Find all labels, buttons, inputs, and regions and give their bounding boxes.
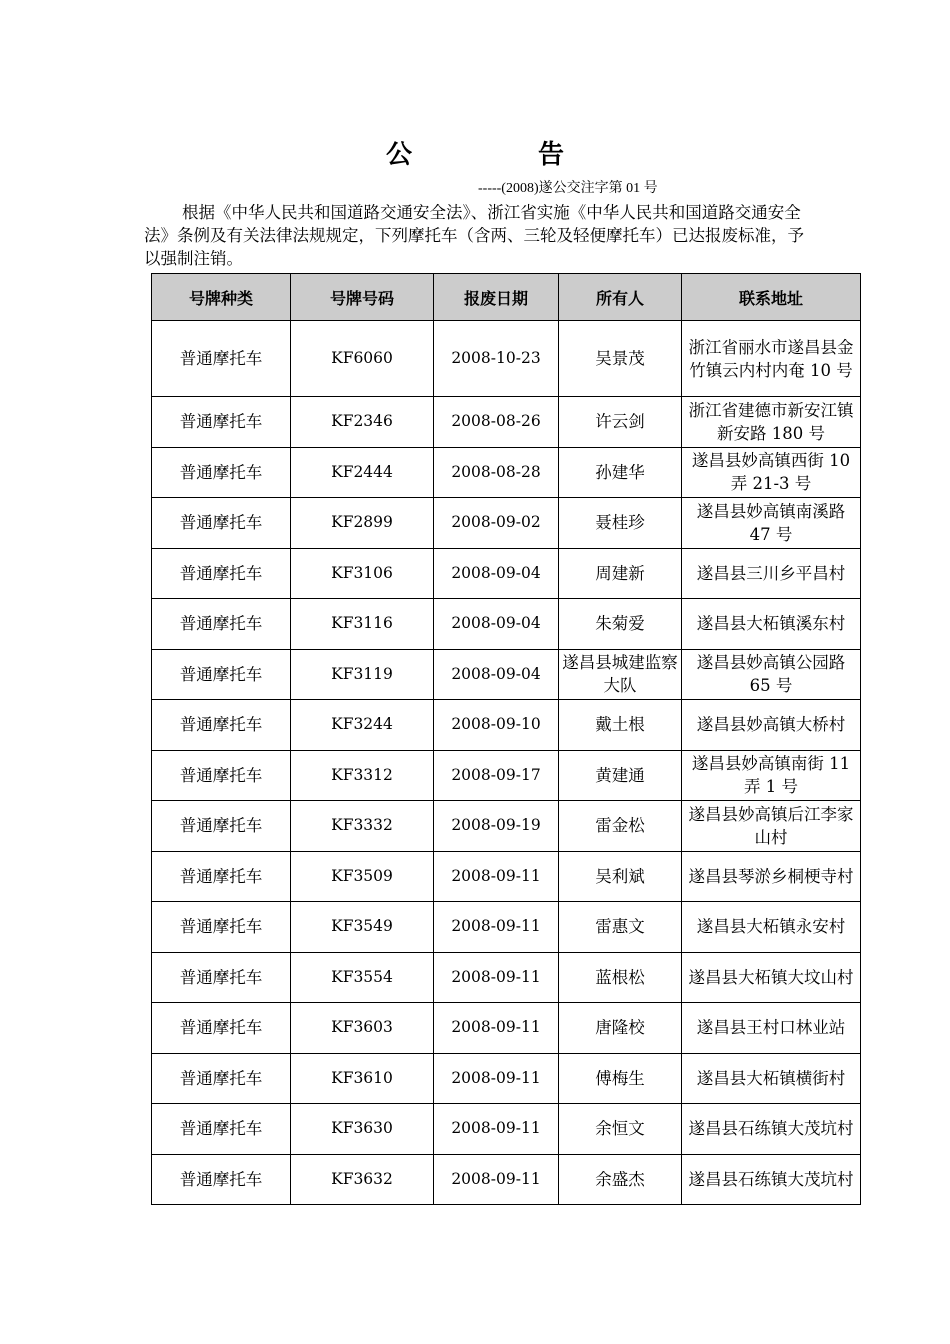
plate-type-cell: 普通摩托车 xyxy=(152,1104,291,1155)
scrap-date-cell: 2008-09-04 xyxy=(434,649,559,700)
table-row xyxy=(152,1003,861,1054)
table-row xyxy=(152,952,861,1003)
table-row xyxy=(152,498,861,549)
plate-type-cell: 普通摩托车 xyxy=(152,1003,291,1054)
plate-type-cell: 普通摩托车 xyxy=(152,750,291,801)
header-address: 联系地址 xyxy=(682,274,861,321)
address-cell: 遂昌县石练镇大茂坑村 xyxy=(682,1154,861,1205)
plate-type-cell: 普通摩托车 xyxy=(152,498,291,549)
page-title xyxy=(0,134,950,171)
plate-number-cell: KF3603 xyxy=(291,1003,434,1054)
table-row xyxy=(152,700,861,751)
table-row xyxy=(152,801,861,852)
table-row xyxy=(152,1053,861,1104)
address-cell: 遂昌县妙高镇后江李家山村 xyxy=(682,801,861,852)
plate-type-cell: 普通摩托车 xyxy=(152,599,291,650)
address-cell: 浙江省建德市新安江镇新安路 180 号 xyxy=(682,397,861,448)
scrap-date-cell: 2008-10-23 xyxy=(434,321,559,397)
table-row xyxy=(152,750,861,801)
table-row xyxy=(152,1104,861,1155)
owner-cell: 朱菊爱 xyxy=(559,599,682,650)
plate-number-cell: KF2899 xyxy=(291,498,434,549)
plate-number-cell: KF3119 xyxy=(291,649,434,700)
address-cell: 遂昌县妙高镇南溪路 47 号 xyxy=(682,498,861,549)
title-char: 告 xyxy=(538,140,565,170)
owner-cell: 周建新 xyxy=(559,548,682,599)
table-header-row xyxy=(152,274,861,321)
address-cell: 遂昌县大柘镇永安村 xyxy=(682,902,861,953)
plate-number-cell: KF3632 xyxy=(291,1154,434,1205)
address-cell: 遂昌县大柘镇溪东村 xyxy=(682,599,861,650)
address-cell: 遂昌县妙高镇南街 11 弄 1 号 xyxy=(682,750,861,801)
owner-cell: 雷金松 xyxy=(559,801,682,852)
address-cell: 遂昌县三川乡平昌村 xyxy=(682,548,861,599)
scrap-date-cell: 2008-09-11 xyxy=(434,1154,559,1205)
scrap-date-cell: 2008-09-11 xyxy=(434,851,559,902)
plate-number-cell: KF3116 xyxy=(291,599,434,650)
plate-type-cell: 普通摩托车 xyxy=(152,801,291,852)
plate-number-cell: KF3244 xyxy=(291,700,434,751)
plate-number-cell: KF3549 xyxy=(291,902,434,953)
scrap-date-cell: 2008-09-02 xyxy=(434,498,559,549)
scrap-date-cell: 2008-09-11 xyxy=(434,902,559,953)
plate-type-cell: 普通摩托车 xyxy=(152,321,291,397)
scrap-date-cell: 2008-09-11 xyxy=(434,1003,559,1054)
owner-cell: 遂昌县城建监察大队 xyxy=(559,649,682,700)
address-cell: 遂昌县大柘镇横街村 xyxy=(682,1053,861,1104)
address-cell: 遂昌县大柘镇大坟山村 xyxy=(682,952,861,1003)
address-cell: 遂昌县妙高镇西街 10 弄 21-3 号 xyxy=(682,447,861,498)
table-row xyxy=(152,851,861,902)
owner-cell: 傅梅生 xyxy=(559,1053,682,1104)
plate-type-cell: 普通摩托车 xyxy=(152,649,291,700)
scrap-date-cell: 2008-09-04 xyxy=(434,548,559,599)
header-plate-type: 号牌种类 xyxy=(152,274,291,321)
plate-type-cell: 普通摩托车 xyxy=(152,548,291,599)
plate-type-cell: 普通摩托车 xyxy=(152,447,291,498)
address-cell: 遂昌县妙高镇大桥村 xyxy=(682,700,861,751)
plate-type-cell: 普通摩托车 xyxy=(152,851,291,902)
owner-cell: 唐隆校 xyxy=(559,1003,682,1054)
plate-number-cell: KF3509 xyxy=(291,851,434,902)
scrapped-motorcycle-table xyxy=(151,273,861,1205)
document-number: -----(2008)遂公交注字第 01 号 xyxy=(478,181,658,196)
plate-number-cell: KF3106 xyxy=(291,548,434,599)
table-row xyxy=(152,1154,861,1205)
owner-cell: 吴景茂 xyxy=(559,321,682,397)
intro-paragraph: 根据《中华人民共和国道路交通安全法》、浙江省实施《中华人民共和国道路交通安全法》条例及有关法律法规规定，下列摩托车（含两、三轮及轻便摩托车）已达报废标准，予以强制注销。 xyxy=(144,203,804,268)
plate-number-cell: KF3630 xyxy=(291,1104,434,1155)
scrap-date-cell: 2008-09-19 xyxy=(434,801,559,852)
scrap-date-cell: 2008-09-11 xyxy=(434,1104,559,1155)
scrap-date-cell: 2008-08-26 xyxy=(434,397,559,448)
plate-type-cell: 普通摩托车 xyxy=(152,397,291,448)
plate-type-cell: 普通摩托车 xyxy=(152,952,291,1003)
header-scrap-date: 报废日期 xyxy=(434,274,559,321)
scrap-date-cell: 2008-09-17 xyxy=(434,750,559,801)
plate-number-cell: KF6060 xyxy=(291,321,434,397)
owner-cell: 孙建华 xyxy=(559,447,682,498)
plate-number-cell: KF3610 xyxy=(291,1053,434,1104)
header-owner: 所有人 xyxy=(559,274,682,321)
plate-number-cell: KF3554 xyxy=(291,952,434,1003)
scrap-date-cell: 2008-08-28 xyxy=(434,447,559,498)
owner-cell: 余恒文 xyxy=(559,1104,682,1155)
table-row xyxy=(152,397,861,448)
scrap-date-cell: 2008-09-11 xyxy=(434,952,559,1003)
plate-number-cell: KF3332 xyxy=(291,801,434,852)
owner-cell: 余盛杰 xyxy=(559,1154,682,1205)
scrap-date-cell: 2008-09-11 xyxy=(434,1053,559,1104)
owner-cell: 蓝根松 xyxy=(559,952,682,1003)
owner-cell: 雷惠文 xyxy=(559,902,682,953)
scrap-date-cell: 2008-09-10 xyxy=(434,700,559,751)
address-cell: 遂昌县琴淤乡桐梗寺村 xyxy=(682,851,861,902)
table-row xyxy=(152,321,861,397)
plate-type-cell: 普通摩托车 xyxy=(152,1154,291,1205)
address-cell: 遂昌县石练镇大茂坑村 xyxy=(682,1104,861,1155)
header-plate-number: 号牌号码 xyxy=(291,274,434,321)
plate-number-cell: KF2346 xyxy=(291,397,434,448)
table-row xyxy=(152,599,861,650)
owner-cell: 许云剑 xyxy=(559,397,682,448)
table-row xyxy=(152,447,861,498)
plate-type-cell: 普通摩托车 xyxy=(152,902,291,953)
owner-cell: 黄建通 xyxy=(559,750,682,801)
address-cell: 浙江省丽水市遂昌县金竹镇云内村内奄 10 号 xyxy=(682,321,861,397)
plate-number-cell: KF3312 xyxy=(291,750,434,801)
table-row xyxy=(152,649,861,700)
address-cell: 遂昌县妙高镇公园路 65 号 xyxy=(682,649,861,700)
owner-cell: 聂桂珍 xyxy=(559,498,682,549)
scrap-date-cell: 2008-09-04 xyxy=(434,599,559,650)
address-cell: 遂昌县王村口林业站 xyxy=(682,1003,861,1054)
table-row xyxy=(152,548,861,599)
owner-cell: 戴土根 xyxy=(559,700,682,751)
title-char: 公 xyxy=(385,140,412,170)
plate-number-cell: KF2444 xyxy=(291,447,434,498)
plate-type-cell: 普通摩托车 xyxy=(152,700,291,751)
owner-cell: 吴利斌 xyxy=(559,851,682,902)
plate-type-cell: 普通摩托车 xyxy=(152,1053,291,1104)
table-row xyxy=(152,902,861,953)
